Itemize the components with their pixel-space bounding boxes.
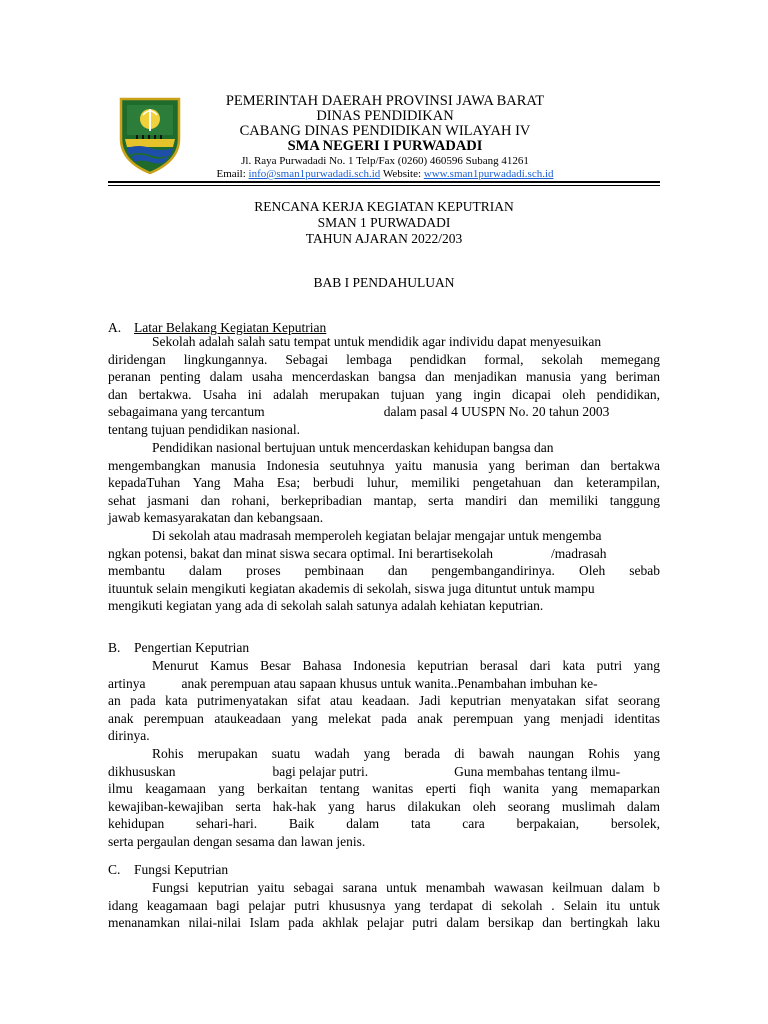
text-line: Pendidikan nasional bertujuan untuk mencerdaskan kehidupan bangsa dan [152,440,554,455]
text-line: ilmu keagamaan yang berkaitan tentang wanitas eperti fiqh wanita yang memaparkan [108,781,660,796]
school-name: SMA NEGERI I PURWADADI [287,138,483,154]
text-line: Di sekolah atau madrasah memperoleh kegiatan belajar mengajar untuk mengemba [152,528,602,543]
email-label: Email: [216,168,249,180]
website-link[interactable]: www.sman1purwadadi.sch.id [423,168,554,180]
email-link[interactable]: info@sman1purwadadi.sch.id [248,168,381,180]
text-fragment: bagi pelajar putri. [272,763,369,779]
text-line: an pada kata putrimenyatakan sifat atau keadaan. Jadi keputrian menyatakan sifat seorang [108,693,660,708]
text-line: jawab kemasyarakatan dan kebangsaan. [108,510,324,525]
text-line: mengikuti kegiatan yang ada di sekolah salah satunya adalah kehiatan keputrian. [108,598,544,613]
letterhead-line-2: DINAS PENDIDIKAN [316,108,454,124]
section-letter: B. [108,640,121,655]
text-line: ituuntuk selain mengikuti kegiatan akademis di sekolah, siswa juga dituntut untuk mampu [108,580,595,596]
text-line: kewajiban-kewajiban serta hak-hak yang harus dilakukan oleh seorang muslimah dalam [108,798,660,814]
section-c-heading [108,861,228,878]
text-line: menanamkan nilai-nilai Islam pada akhlak pelajar putri dalam bersikap dan bertingkah laku [108,915,660,930]
school-address: Jl. Raya Purwadadi No. 1 Telp/Fax (0260) 460596 Subang 41261 [241,155,529,167]
section-a-paragraph-3 [108,527,660,615]
section-c-paragraph-1 [108,879,660,932]
section-letter: C. [108,862,121,877]
section-b-paragraph-1 [108,657,660,745]
text-line: Fungsi keputrian yaitu sebagai sarana untuk menambah wawasan keilmuan dalam b [152,880,660,895]
section-letter: A. [108,320,122,335]
letterhead-line-1: PEMERINTAH DAERAH PROVINSI JAWA BARAT [225,93,545,109]
text-line: Rohis merupakan suatu wadah yang berada di bawah naungan Rohis yang [152,746,660,761]
document-title: RENCANA KERJA KEGIATAN KEPUTRIAN [254,199,514,214]
website-label: Website: [380,168,424,180]
text-line: sehat jasmani dan rohani, berkepribadian mantap, serta mandiri dan memiliki tanggung [108,492,660,508]
text-fragment: artinya [108,675,146,691]
text-line [108,763,660,781]
text-fragment: sebagaimana yang tercantum [108,404,265,419]
contact-line [185,168,585,181]
text-line: serta pergaulan dengan sesama dan lawan jenis. [108,833,366,849]
document-subtitle-year: TAHUN AJARAN 2022/203 [305,231,463,246]
text-line: idang keagamaan bagi pelajar putri khususnya yang terdapat di sekolah . Selain itu untuk [108,897,660,913]
section-b-paragraph-2 [108,745,660,850]
text-line: kehidupan sehari-hari. Baik dalam tata cara berpakaian, bersolek, [108,816,660,831]
text-fragment: anak perempuan atau sapaan khusus untuk wanita..Penambahan imbuhan ke- [181,675,598,691]
text-line: Sekolah adalah salah satu tempat untuk mendidik agar individu dapat menyesuikan [152,334,602,349]
text-fragment: ngkan potensi, bakat dan minat siswa secara optimal. Ini berartisekolah [108,545,494,561]
text-line: anak perempuan ataukeadaan yang melekat pada anak perempuan yang menjadi identitas [108,710,660,726]
text-line: membantu dalam proses pembinaan dan pengembangandirinya. Oleh sebab [108,563,660,578]
text-line: diridengan lingkungannya. Sebagai lembaga pendidkan formal, sekolah memegang [108,351,660,367]
text-fragment: dikhususkan [108,763,176,779]
text-line: tentang tujuan pendidikan nasional. [108,421,300,437]
text-line: dirinya. [108,728,150,743]
section-title: Latar Belakang Kegiatan Keputrian [134,320,327,335]
letterhead-divider-thick [108,181,660,183]
document-subtitle-school: SMAN 1 PURWADADI [317,215,451,230]
text-line [108,403,660,421]
chapter-title: BAB I PENDAHULUAN [313,275,455,290]
letterhead-divider-thin [108,185,660,186]
text-line: kepadaTuhan Yang Maha Esa; berbudi luhur, memiliki pengetahuan dan keterampilan, [108,475,660,490]
text-line: peranan penting dalam usaha mencerdaskan bangsa dan menjadikan manusia yang beriman [108,369,660,384]
text-fragment: dalam pasal 4 UUSPN No. 20 tahun 2003 [383,404,610,419]
text-line [108,545,660,563]
section-a-paragraph-2 [108,439,660,527]
section-title: Pengertian Keputrian [134,640,250,655]
text-line: dan bertakwa. Usaha ini adalah merupakan tujuan yang ingin dicapai oleh pendidikan, [108,386,660,402]
text-line [108,675,660,693]
section-a-paragraph-1 [108,333,660,438]
text-line: Menurut Kamus Besar Bahasa Indonesia keputrian berasal dari kata putri yang [152,658,660,673]
province-emblem-logo [115,95,185,175]
text-line: mengembangkan manusia Indonesia seutuhnya yaitu manusia yang beriman dan bertakwa [108,457,660,473]
text-fragment: Guna membahas tentang ilmu- [454,763,621,779]
letterhead-line-3: CABANG DINAS PENDIDIKAN WILAYAH IV [239,123,531,139]
section-b-heading [108,639,249,656]
section-title: Fungsi Keputrian [134,862,229,877]
text-fragment: /madrasah [551,545,607,561]
